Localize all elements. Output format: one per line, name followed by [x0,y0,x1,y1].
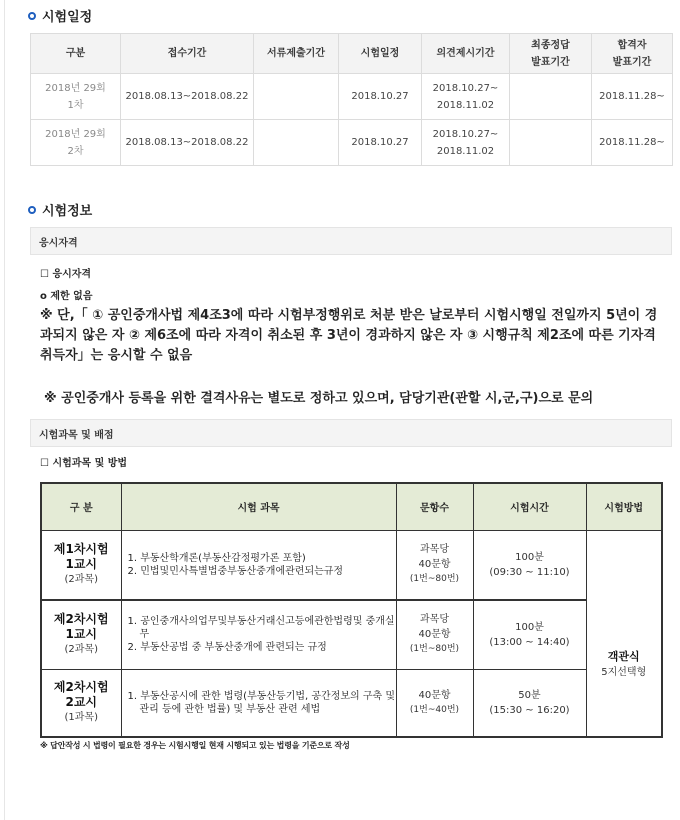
col-header: 시험방법 [586,483,662,530]
subject-cell [121,600,396,669]
subject-item: 1. 부동산공시에 관한 법령(부동산등기법, 공간정보의 구축 및 관리 등에 관한 법률) 및 부동산 관련 세법 [127,690,396,715]
eligibility-bar-label: 응시자격 [39,237,78,249]
col-header: 시험 과목 [121,483,396,530]
questions-cell [396,669,473,737]
reception-cell: 2018.08.13~2018.08.22 [121,120,254,166]
method-cell [586,530,662,737]
schedule-row [31,74,673,120]
session-count: (2과목) [64,644,98,656]
session-count: (2과목) [64,574,98,586]
schedule-header-row [31,34,673,74]
registration-note: ※ 공인중개사 등록을 위한 결격사유는 별도로 정하고 있으며, 담당기관(관할 시,군,구)으로 문의 [44,391,594,406]
round-cell: 2018년 29회 1차 [31,74,121,120]
section-title-text: 시험일정 [42,10,93,25]
subject-item: 1. 부동산학개론(부동산감정평가론 포함) [127,552,306,564]
col-header: 서류제출기간 [254,34,339,74]
eligibility-no-limit: o 제한 없음 [40,291,93,302]
col-header: 의견제시기간 [422,34,510,74]
subjects-table [40,482,663,738]
subject-item: 2. 민법및민사특별법중부동산중개에관련되는규정 [127,565,344,577]
subjects-bar [30,419,672,447]
method-sub: 5지선택형 [601,666,647,678]
section-bullet-icon [28,12,36,20]
docs-cell [254,120,339,166]
session-cell [41,669,121,737]
col-header: 시험일정 [339,34,422,74]
round-cell: 2018년 29회 2차 [31,120,121,166]
subjects-heading: ☐ 시험과목 및 방법 [40,458,128,469]
col-header: 구분 [31,34,121,74]
opinion-cell: 2018.10.27~ 2018.11.02 [422,120,510,166]
questions-range: (1번~40번) [409,704,460,715]
session-count: (1과목) [64,712,98,724]
schedule-table [30,33,673,166]
opinion-cell: 2018.10.27~ 2018.11.02 [422,74,510,120]
subject-cell [121,669,396,737]
eligibility-bar [30,227,672,255]
subjects-header-row [41,483,662,530]
questions-range: (1번~80번) [409,644,460,655]
section-title-info [28,200,92,219]
questions-cell [396,600,473,669]
exam-cell: 2018.10.27 [339,74,422,120]
col-header: 문항수 [396,483,473,530]
docs-cell [254,74,339,120]
section-bullet-icon [28,206,36,214]
subject-cell [121,530,396,600]
session-cell [41,530,121,600]
reception-cell: 2018.08.13~2018.08.22 [121,74,254,120]
eligibility-note: ※ 단,「 ① 공인중개사법 제4조3에 따라 시험부정행위로 처분 받은 날로부터 시험시행일 전일까지 5년이 경과되지 않은 자 ② 제6조에 따라 자격이 취소된 후 3년이 경과하지 않은 자 ③ 시행규칙 제2조에 따른 기자격취득자」는 응시할 수 없음 [40,308,658,363]
exam-cell: 2018.10.27 [339,120,422,166]
subject-item: 1. 공인중개사의업무및부동산거래신고등에관한법령및 중개실무 [127,616,395,641]
section-title-schedule [28,6,92,25]
pass-cell: 2018.11.28~ [592,74,673,120]
time-cell: 100분 (13:00 ~ 14:40) [473,600,586,669]
col-header: 시험시간 [473,483,586,530]
eligibility-heading: ☐ 응시자격 [40,269,92,280]
questions-range: (1번~80번) [409,574,460,585]
subjects-row [41,669,662,737]
subjects-row [41,600,662,669]
pass-cell: 2018.11.28~ [592,120,673,166]
questions-count: 과목당 40문항 [418,544,451,571]
col-header: 접수기간 [121,34,254,74]
footnote: ※ 답안작성 시 법령이 필요한 경우는 시험시행일 현재 시행되고 있는 법령을 기준으로 작성 [40,741,350,750]
questions-count: 40문항 [418,689,451,701]
session-name: 제2차시험 1교시 [53,612,109,642]
subject-item: 2. 부동산공법 중 부동산중개에 관련되는 규정 [127,642,327,654]
time-cell: 50분 (15:30 ~ 16:20) [473,669,586,737]
method-main: 객관식 [607,649,640,663]
schedule-row [31,120,673,166]
final-answer-cell [510,120,592,166]
questions-count: 과목당 40문항 [418,614,451,641]
col-header: 최종정답 발표기간 [510,34,592,74]
session-cell [41,600,121,669]
session-name: 제1차시험 1교시 [53,542,109,572]
time-cell: 100분 (09:30 ~ 11:10) [473,530,586,600]
section-title-text: 시험정보 [42,204,93,219]
questions-cell [396,530,473,600]
col-header: 합격자 발표기간 [592,34,673,74]
page-border [4,0,5,820]
subjects-bar-label: 시험과목 및 배점 [39,429,114,441]
final-answer-cell [510,74,592,120]
col-header: 구 분 [41,483,121,530]
subjects-row [41,530,662,600]
session-name: 제2차시험 2교시 [53,680,109,710]
